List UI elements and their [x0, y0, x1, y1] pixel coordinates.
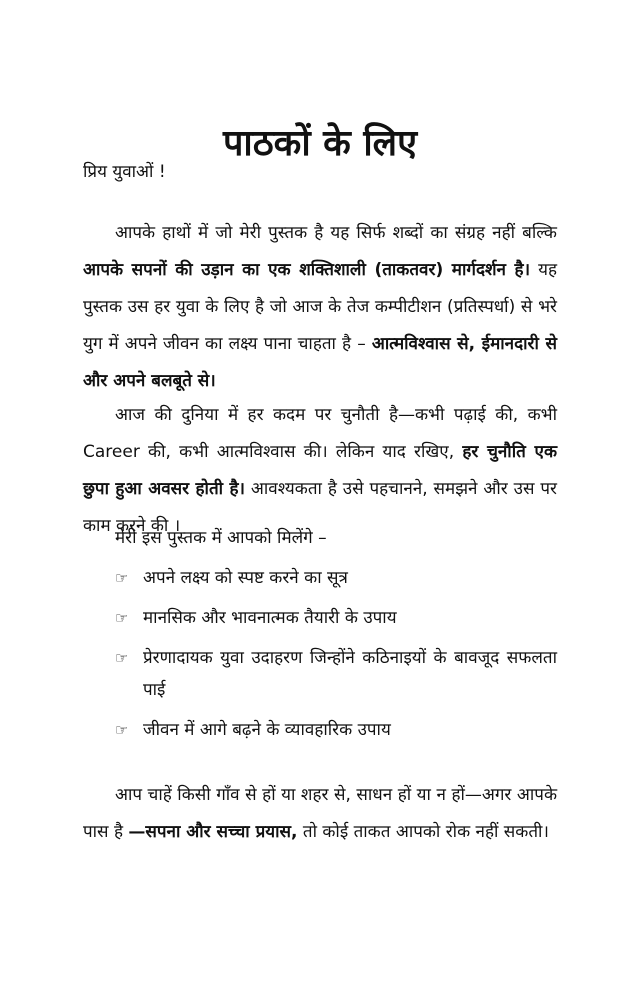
- list-item: [83, 562, 557, 594]
- salutation: प्रिय युवाओं !: [83, 162, 166, 182]
- list-item-text: प्रेरणादायक युवा उदाहरण जिन्होंने कठिनाइयों के बावजूद सफलता पाई: [143, 648, 557, 700]
- list-item: [83, 602, 557, 634]
- paragraph-text: आज की दुनिया में हर कदम पर चुनौती है—कभी पढ़ाई की, कभी Career की, कभी आत्मविश्वास की। लेकिन याद रखिए,: [83, 405, 557, 462]
- list-item: [83, 642, 557, 706]
- paragraph-text: आप चाहें किसी गाँव से हों या शहर से, साधन हों या न हों—अगर आपके पास है: [83, 785, 557, 842]
- list-item-text: जीवन में आगे बढ़ने के व्यावहारिक उपाय: [143, 720, 391, 740]
- bold-phrase: आपके सपनों की उड़ान का एक शक्तिशाली (ताकतवर) मार्गदर्शन है।: [83, 260, 531, 280]
- paragraph-closing: [83, 777, 557, 851]
- bold-phrase: —सपना और सच्चा प्रयास,: [128, 822, 298, 842]
- pointing-hand-icon: ☞: [115, 649, 129, 667]
- bold-phrase: हर चुनौति एक छुपा हुआ अवसर होती है।: [83, 442, 557, 499]
- paragraph-text: तो कोई ताकत आपको रोक नहीं सकती।: [297, 822, 549, 842]
- paragraph-challenges: [83, 397, 557, 545]
- list-intro: मेरी इस पुस्तक में आपको मिलेंगे –: [115, 528, 327, 548]
- paragraph-intro: [83, 215, 557, 400]
- paragraph-text: यह पुस्तक उस हर युवा के लिए है जो आज के तेज कम्पीटीशन (प्रतिस्पर्धा) से भरे युग में अपने जीवन का लक्ष्य पाना चाहता है –: [83, 260, 557, 354]
- list-item-text: अपने लक्ष्य को स्पष्ट करने का सूत्र: [143, 568, 348, 588]
- pointing-hand-icon: ☞: [115, 721, 129, 739]
- feature-list: [83, 562, 557, 754]
- list-item: [83, 714, 557, 746]
- bold-phrase: आत्मविश्वास से, ईमानदारी से और अपने बलबूते से।: [83, 334, 557, 391]
- page-title: पाठकों के लिए: [222, 123, 417, 165]
- paragraph-text: आपके हाथों में जो मेरी पुस्तक है यह सिर्फ शब्दों का संग्रह नहीं बल्कि: [115, 223, 557, 243]
- list-item-text: मानसिक और भावनात्मक तैयारी के उपाय: [143, 608, 397, 628]
- pointing-hand-icon: ☞: [115, 569, 129, 587]
- pointing-hand-icon: ☞: [115, 609, 129, 627]
- paragraph-text: आवश्यकता है उसे पहचानने, समझने और उस पर काम करने की ।: [83, 479, 557, 536]
